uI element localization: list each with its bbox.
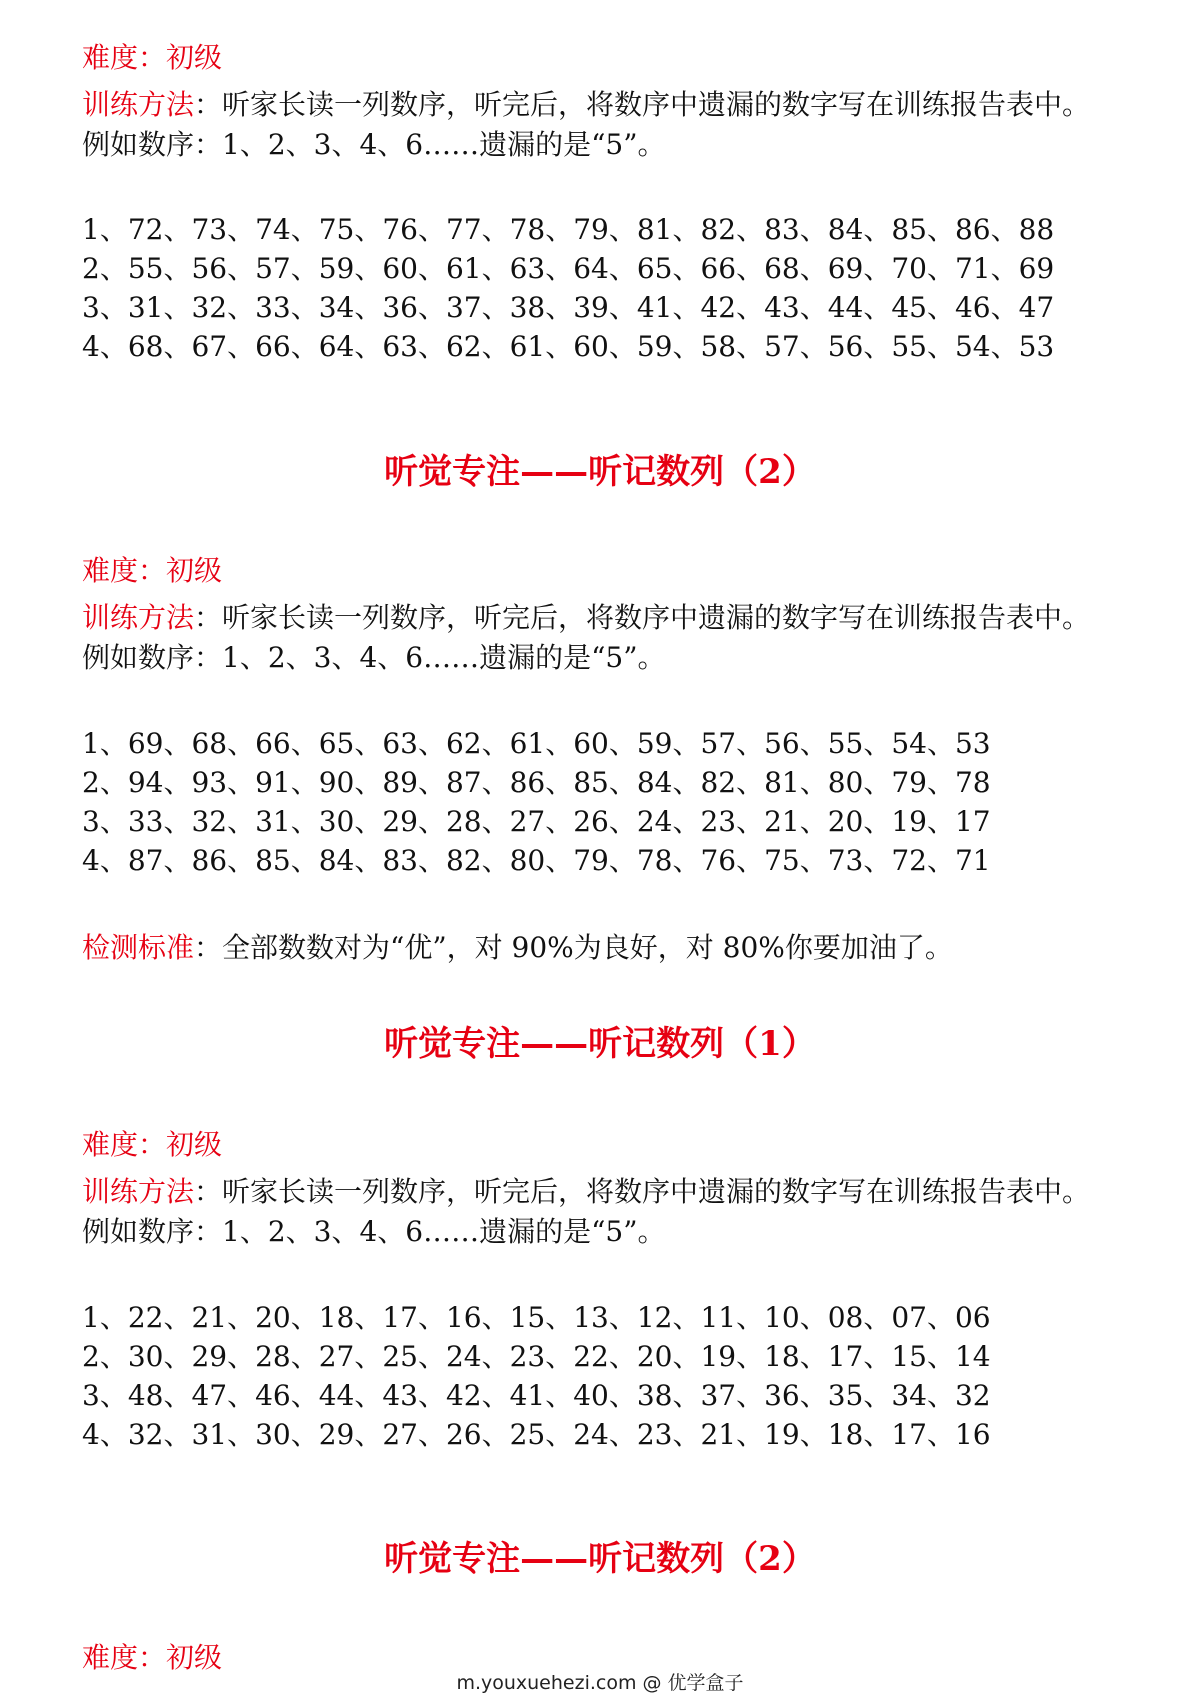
difficulty-line [82,1127,222,1163]
sequence-row: 3、33、32、31、30、29、28、27、26、24、23、21、20、19、17 [82,805,991,838]
example-line: 例如数序：1、2、3、4、6……遗漏的是“5”。 [82,641,666,674]
method-text: ：听家长读一列数序，听完后，将数序中遗漏的数字写在训练报告表中。 [194,1175,1091,1208]
method-label: 训练方法 [82,88,195,121]
method-text: ：听家长读一列数序，听完后，将数序中遗漏的数字写在训练报告表中。 [194,88,1091,121]
sequence-row: 3、31、32、33、34、36、37、38、39、41、42、43、44、45、46、47 [82,291,1055,324]
method-text: ：听家长读一列数序，听完后，将数序中遗漏的数字写在训练报告表中。 [194,601,1091,634]
difficulty-label: 难度： [82,1128,167,1161]
example-line: 例如数序：1、2、3、4、6……遗漏的是“5”。 [82,1215,666,1248]
example-line: 例如数序：1、2、3、4、6……遗漏的是“5”。 [82,128,666,161]
difficulty-label: 难度： [82,1641,167,1674]
difficulty-value: 初级 [166,1128,223,1161]
sequence-row: 2、30、29、28、27、25、24、23、22、20、19、18、17、15、14 [82,1340,991,1373]
difficulty-label: 难度： [82,41,167,74]
sequence-row: 1、72、73、74、75、76、77、78、79、81、82、83、84、85、86、88 [82,213,1055,246]
sequence-row: 4、68、67、66、64、63、62、61、60、59、58、57、56、55、54、53 [82,330,1055,363]
sequence-list [82,724,991,880]
method-label: 训练方法 [82,601,195,634]
difficulty-value: 初级 [166,554,223,587]
method-line [82,87,1090,123]
sequence-row: 2、55、56、57、59、60、61、63、64、65、66、68、69、70、71、69 [82,252,1055,285]
difficulty-value: 初级 [166,1641,223,1674]
section-title: 听觉专注——听记数列（1） [384,1024,816,1064]
sequence-row: 3、48、47、46、44、43、42、41、40、38、37、36、35、34、32 [82,1379,991,1412]
sequence-row: 4、32、31、30、29、27、26、25、24、23、21、19、18、17、16 [82,1418,991,1451]
criteria-label: 检测标准 [82,931,195,964]
footer-watermark: m.youxuehezi.com @ 优学盒子 [456,1672,744,1694]
method-line [82,1174,1090,1210]
method-line [82,600,1090,636]
difficulty-label: 难度： [82,554,167,587]
section-title: 听觉专注——听记数列（2） [384,1539,816,1579]
criteria-line [82,930,953,966]
difficulty-line [82,553,222,589]
sequence-list [82,1298,991,1454]
sequence-row: 1、22、21、20、18、17、16、15、13、12、11、10、08、07、06 [82,1301,991,1334]
sequence-row: 1、69、68、66、65、63、62、61、60、59、57、56、55、54、53 [82,727,991,760]
sequence-row: 4、87、86、85、84、83、82、80、79、78、76、75、73、72、71 [82,844,991,877]
criteria-text: ：全部数数对为“优”，对 90%为良好，对 80%你要加油了。 [194,931,953,964]
section-title: 听觉专注——听记数列（2） [384,452,816,492]
difficulty-value: 初级 [166,41,223,74]
method-label: 训练方法 [82,1175,195,1208]
difficulty-line [82,40,222,76]
sequence-list [82,210,1054,366]
sequence-row: 2、94、93、91、90、89、87、86、85、84、82、81、80、79、78 [82,766,991,799]
